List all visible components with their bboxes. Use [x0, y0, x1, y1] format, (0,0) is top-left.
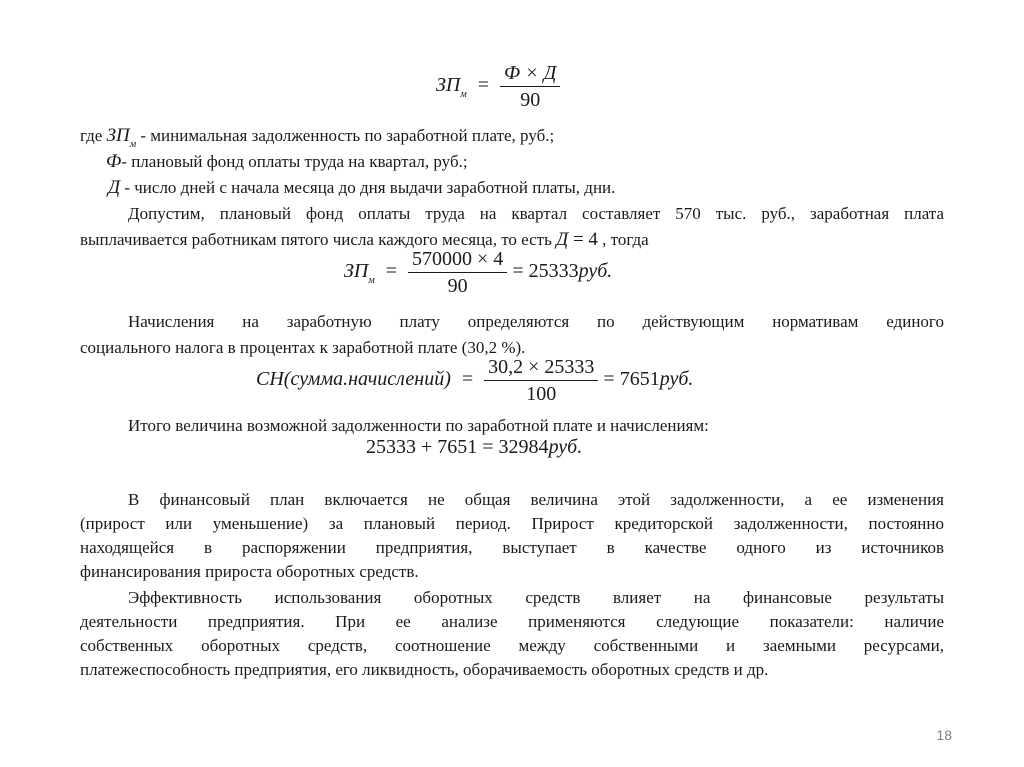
formula3-lhs-paren: (сумма.начислений)	[283, 368, 451, 391]
para2-line-2: социального налога в процентах к заработной плате (30,2 %).	[80, 338, 526, 357]
formula-lhs-subscript: м	[460, 89, 467, 101]
para4-line-1: В финансовый план включается не общая величина этой задолженности, а ее изменения	[128, 490, 944, 509]
formula3-denominator: 100	[526, 383, 557, 405]
formula2-denominator: 90	[447, 275, 468, 297]
formula2-fraction	[408, 248, 507, 297]
para1-line-1: Допустим, плановый фонд оплаты труда на квартал составляет 570 тыс. руб., заработная плата	[128, 204, 944, 223]
formula-lhs: ЗП	[436, 74, 461, 97]
formula4-unit: руб.	[548, 436, 583, 458]
legend-line-2	[106, 150, 468, 174]
formula2-equals: =	[385, 260, 398, 283]
formula4-expression: 25333 + 7651 = 32984	[366, 436, 549, 458]
para1-symbol-d: Д	[556, 229, 569, 250]
formula3-unit: руб.	[659, 368, 694, 391]
para1-tail: , тогда	[597, 230, 649, 249]
formula-denominator: 90	[520, 89, 541, 111]
para5-line-2: деятельности предприятия. При ее анализе применяются следующие показатели: наличие	[80, 612, 944, 631]
formula3-numerator: 30,2 × 25333	[484, 356, 598, 381]
legend-symbol-f: Ф	[106, 151, 122, 172]
para4-line-2: (прирост или уменьшение) за плановый период. Прирост кредиторской задолженности, постоянно	[80, 514, 944, 533]
legend-symbol-d: Д	[108, 177, 121, 198]
legend-text-2: - плановый фонд оплаты труда на квартал, руб.;	[121, 152, 468, 171]
page-number: 18	[936, 727, 952, 743]
legend-line-1	[80, 124, 554, 151]
para1-equals-value: = 4	[568, 229, 598, 250]
formula-example	[344, 248, 612, 297]
para5-line-3: собственных оборотных средств, соотношение между собственными и заемными ресурсами,	[80, 636, 944, 655]
formula3-equals: =	[461, 368, 474, 391]
formula2-lhs: ЗП	[344, 260, 369, 283]
formula2-unit: руб.	[578, 260, 613, 283]
para4-line-3: находящейся в распоряжении предприятия, выступает в качестве одного из источников	[80, 538, 944, 557]
formula-total-debt	[366, 436, 582, 459]
legend-symbol-subscript: м	[129, 139, 137, 150]
para2-line-1: Начисления на заработную плату определяются по действующим нормативам единого	[128, 312, 944, 331]
para5-line-1: Эффективность использования оборотных средств влияет на финансовые результаты	[128, 588, 944, 607]
formula2-numerator: 570000 × 4	[408, 248, 507, 273]
formula-numerator: Ф × Д	[500, 62, 560, 87]
legend-text-1: - минимальная задолженность по заработной плате, руб.;	[136, 126, 555, 145]
legend-text-3: - число дней с начала месяца до дня выдачи заработной платы, дни.	[120, 178, 616, 197]
formula3-lhs: СН	[256, 368, 284, 391]
legend-line-3	[108, 176, 615, 200]
formula3-result: = 7651	[603, 368, 660, 391]
para3-line-1: Итого величина возможной задолженности по заработной плате и начислениям:	[128, 416, 709, 435]
formula-social-tax	[256, 356, 693, 405]
formula-equals: =	[477, 74, 490, 97]
formula2-lhs-subscript: м	[368, 275, 375, 287]
formula3-fraction	[484, 356, 598, 405]
para1-text: выплачивается работникам пятого числа каждого месяца, то есть	[80, 230, 552, 249]
formula2-result: = 25333	[512, 260, 579, 283]
para4-line-4: финансирования прироста оборотных средств.	[80, 562, 419, 581]
formula-min-debt	[436, 62, 560, 111]
para5-line-4: платежеспособность предприятия, его ликвидность, оборачиваемость оборотных средств и др.	[80, 660, 769, 679]
legend-symbol-zp: ЗП	[106, 125, 130, 146]
formula-fraction	[500, 62, 560, 111]
legend-prefix: где	[80, 126, 103, 145]
